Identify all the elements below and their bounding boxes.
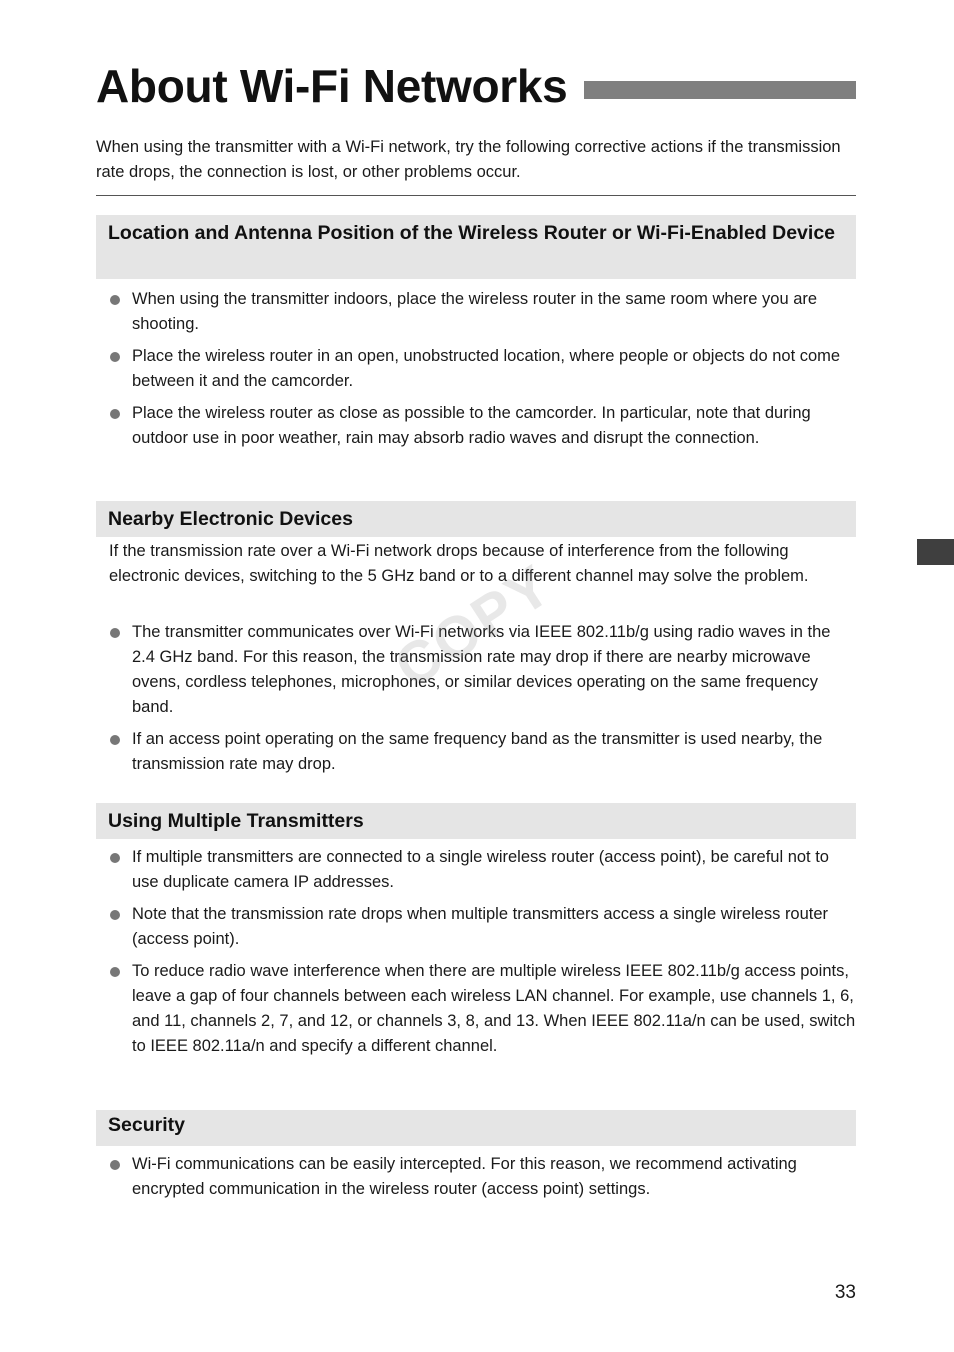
divider	[96, 195, 856, 196]
section-heading-nearby-devices	[96, 501, 856, 537]
section-heading-security	[96, 1110, 856, 1146]
section-heading-text: Location and Antenna Position of the Wireless Router or Wi-Fi-Enabled Device	[108, 222, 836, 244]
page-number: 33	[834, 1282, 856, 1303]
list-item	[108, 902, 856, 952]
section-heading-multiple-transmitters	[96, 803, 856, 839]
list-item-text: The transmitter communicates over Wi-Fi networks via IEEE 802.11b/g using radio waves in the 2.4 GHz band. For this reason, the transmission rate may drop if there are nearby microwave ovens, cordless telephones, microphones, or similar devices operating on the same frequency band.	[132, 623, 831, 716]
section-heading-text: Using Multiple Transmitters	[108, 810, 364, 832]
list-item	[108, 727, 856, 777]
bullet-list-security	[108, 1152, 856, 1209]
bullet-icon	[110, 853, 120, 863]
intro-paragraph: When using the transmitter with a Wi-Fi network, try the following corrective actions if the transmission rate drops, the connection is lost, or other problems occur.	[96, 138, 841, 181]
bullet-icon	[110, 628, 120, 638]
copy-watermark: COPY	[383, 551, 564, 701]
page-title: About Wi-Fi Networks	[96, 60, 568, 112]
list-item	[108, 620, 856, 720]
list-item	[108, 1152, 856, 1202]
section-heading-location	[96, 215, 856, 279]
bullet-icon	[110, 295, 120, 305]
bullet-icon	[110, 910, 120, 920]
list-item	[108, 845, 856, 895]
list-item-text: To reduce radio wave interference when there are multiple wireless IEEE 802.11b/g access points, leave a gap of four channels between each wireless LAN channel. For example, use channels 1, 6, and 11, channels 2, 7, and 12, or channels 3, 8, and 13. When IEEE 802.11a/n can be used, switch to IEEE 802.11a/n and specify a different channel.	[132, 962, 856, 1055]
bullet-icon	[110, 735, 120, 745]
bullet-list-location	[108, 287, 856, 458]
bullet-icon	[110, 409, 120, 419]
list-item	[108, 401, 856, 451]
bullet-list-nearby-devices	[108, 620, 856, 784]
bullet-list-multiple-transmitters	[108, 845, 856, 1066]
list-item-text: If an access point operating on the same frequency band as the transmitter is used nearby, the transmission rate may drop.	[132, 730, 823, 773]
list-item-text: If multiple transmitters are connected to a single wireless router (access point), be careful not to use duplicate camera IP addresses.	[132, 848, 829, 891]
bullet-icon	[110, 352, 120, 362]
section-heading-text: Security	[108, 1114, 185, 1136]
list-item	[108, 287, 856, 337]
list-item-text: Note that the transmission rate drops when multiple transmitters access a single wireless router (access point).	[132, 905, 829, 948]
bullet-icon	[110, 967, 120, 977]
list-item-text: Wi-Fi communications can be easily intercepted. For this reason, we recommend activating encrypted communication in the wireless router (access point) settings.	[132, 1155, 797, 1198]
list-item	[108, 344, 856, 394]
list-item-text: Place the wireless router as close as possible to the camcorder. In particular, note that during outdoor use in poor weather, rain may absorb radio waves and disrupt the connection.	[132, 404, 811, 447]
list-item-text: Place the wireless router in an open, unobstructed location, where people or objects do not come between it and the camcorder.	[132, 347, 841, 390]
title-decoration-bar	[584, 81, 856, 99]
list-item	[108, 959, 856, 1059]
section-heading-text: Nearby Electronic Devices	[108, 508, 353, 530]
section-paragraph: If the transmission rate over a Wi-Fi network drops because of interference from the following electronic devices, switching to the 5 GHz band or to a different channel may solve the problem.	[109, 542, 809, 585]
list-item-text: When using the transmitter indoors, place the wireless router in the same room where you are shooting.	[132, 290, 818, 333]
bullet-icon	[110, 1160, 120, 1170]
chapter-tab-marker	[917, 539, 954, 565]
